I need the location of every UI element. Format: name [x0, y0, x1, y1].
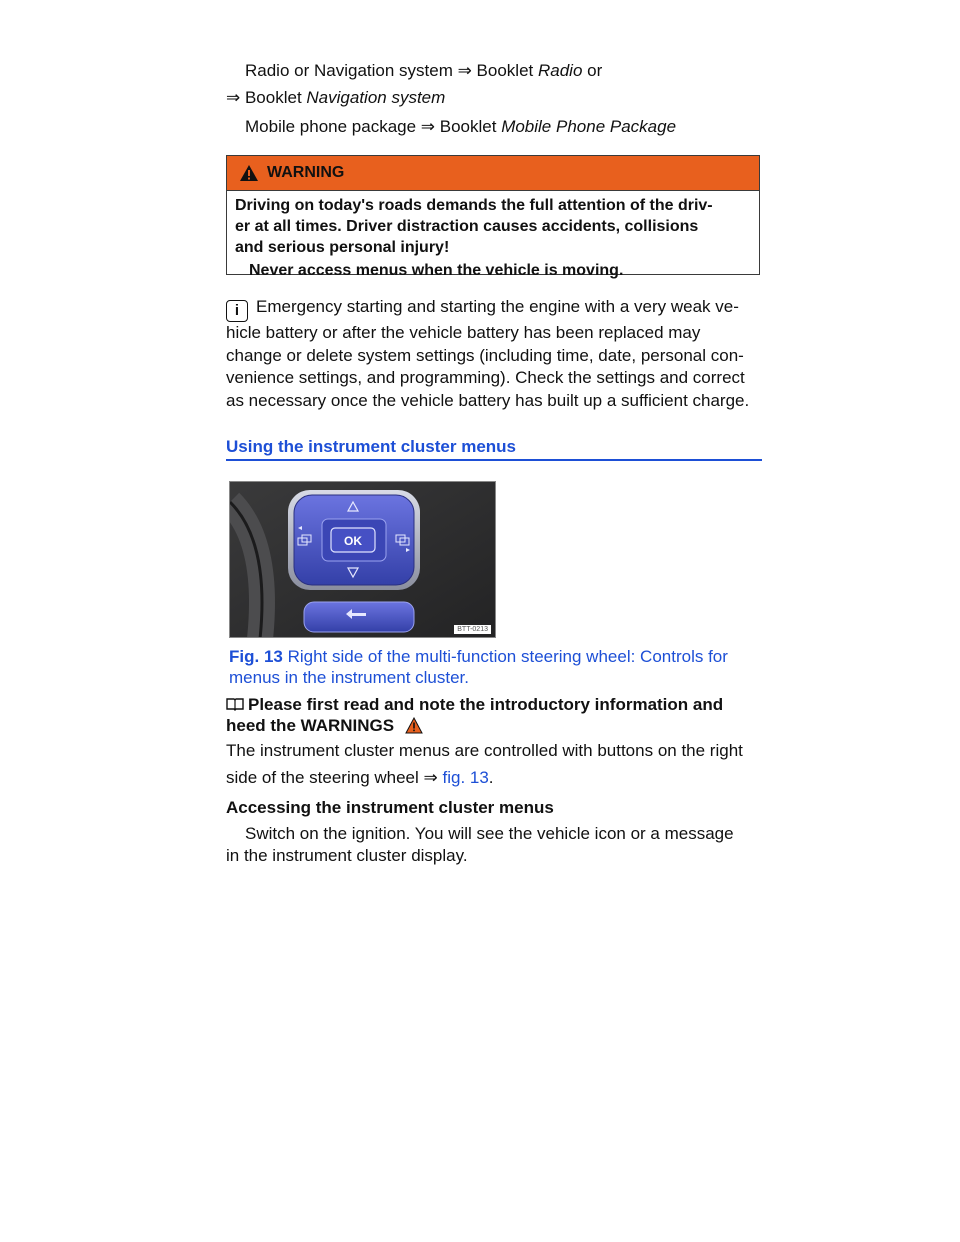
warning-header [227, 156, 759, 191]
steering-wheel-figure [229, 481, 496, 638]
ok-button-label: OK [344, 534, 362, 548]
body-paragraph-line2: side of the steering wheel ⇒ fig. 13. [226, 768, 494, 787]
subheading-accessing: Accessing the instrument cluster menus [226, 798, 554, 817]
booklet-phone-link[interactable]: Mobile Phone Package [501, 117, 677, 136]
read-intro-note: Please first read and note the introductory information and heed the WARNINGS [226, 695, 724, 735]
figure-caption: Fig. 13 Right side of the multi-function steering wheel: Controls for menus in the instrument cluster. [229, 647, 728, 687]
figure-code: BTT-0213 [454, 625, 491, 634]
body-paragraph-line1: The instrument cluster menus are controlled with buttons on the right [226, 741, 743, 760]
step-line2: in the instrument cluster display. [226, 846, 468, 865]
fig-13-link[interactable]: fig. 13 [442, 768, 489, 787]
booklet-navigation-link[interactable]: Navigation system [306, 88, 446, 107]
note-block: i Emergency starting and starting the engine with a very weak ve- hicle battery or after the vehicle battery has been replaced may change or delete system settings (including time, date, personal con- venience settings, and programming). Check the settings and correct as necessary once the vehicle battery has built up a sufficient charge. [226, 297, 750, 410]
warning-text: Driving on today's roads demands the full attention of the driv- er at all times. Driver distraction causes accidents, collisions and serious personal injury! Never access menus when the vehicle is moving. [235, 197, 713, 279]
booklet-radio-link[interactable]: Radio [537, 61, 583, 80]
step-line1: Switch on the ignition. You will see the vehicle icon or a message [245, 824, 734, 843]
warning-triangle-icon [239, 164, 259, 182]
intro-line-navigation: ⇒ Booklet Navigation system [226, 88, 446, 107]
intro-line-phone: Mobile phone package ⇒ Booklet Mobile Phone Package [245, 117, 677, 136]
info-note-icon: i [226, 300, 248, 322]
warning-box [226, 155, 760, 279]
warning-triangle-small-icon [405, 717, 423, 734]
intro-line-radio: Radio or Navigation system ⇒ Booklet Radio or [245, 61, 603, 80]
book-icon [226, 697, 244, 711]
steering-wheel-illustration [230, 482, 496, 638]
section-heading: Using the instrument cluster menus [226, 437, 762, 461]
warning-title: WARNING [267, 164, 345, 181]
